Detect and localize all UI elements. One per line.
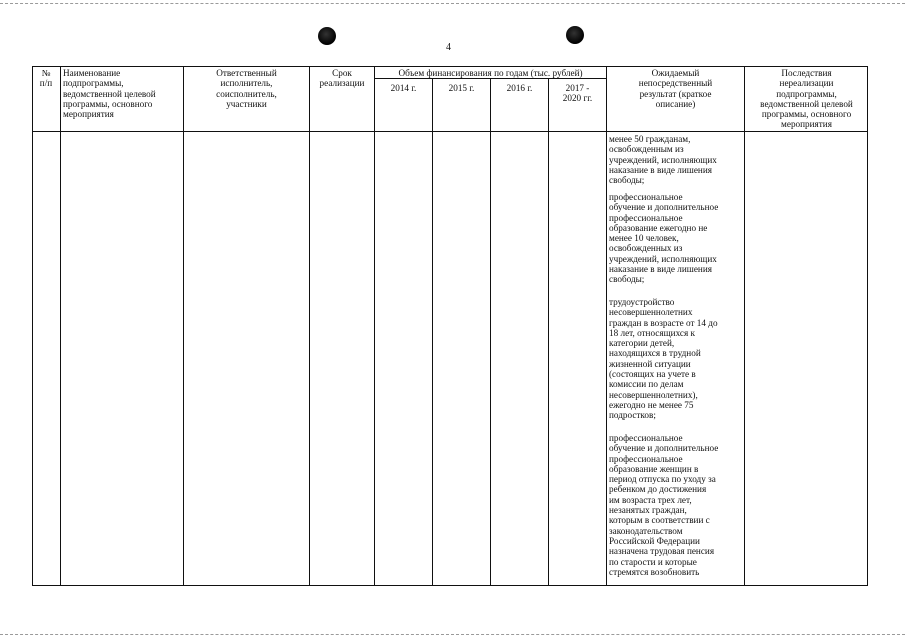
header-num: № п/п [39, 68, 53, 89]
punch-hole-left [318, 27, 336, 45]
header-consequences: Последствия нереализации подпрограммы, ведомственной целевой программы, основного мероприятия [760, 68, 853, 130]
header-year-2014: 2014 г. [390, 83, 417, 93]
header-term: Срок реализации [319, 68, 365, 89]
header-year-2015: 2015 г. [448, 83, 475, 93]
result-item: профессиональное обучение и дополнительное профессиональное образование женщин в период отпуска по уходу за ребенком до достижения им возраста трех лет, незанятых граждан, которым в соответствии с законодательством Российской Федерации назначена трудовая пенсия по старости и которые стремятся возобновить [609, 433, 719, 577]
scan-edge-bottom [0, 634, 905, 635]
header-responsible: Ответственный исполнитель, соисполнитель, участники [216, 68, 277, 109]
header-name: Наименование подпрограммы, ведомственной целевой программы, основного мероприятия [63, 68, 156, 120]
program-table [32, 66, 868, 586]
result-item: профессиональное обучение и дополнительное профессиональное образование ежегодно не менее 10 человек, освобожденных из учреждений, исполняющих наказание в виде лишения свободы; [609, 192, 719, 285]
result-item: трудоустройство несовершеннолетних граждан в возрасте от 14 до 18 лет, относящихся к категории детей, находящихся в трудной жизненной ситуации (состоящих на учете в комиссии по делам несовершеннолетних), ежегодно не менее 75 подростков; [609, 297, 718, 421]
header-year-2016: 2016 г. [506, 83, 533, 93]
header-financing: Объем финансирования по годам (тыс. рублей) [398, 68, 583, 78]
result-item: менее 50 гражданам, освобожденным из учреждений, исполняющих наказание в виде лишения свободы; [609, 134, 717, 186]
header-result: Ожидаемый непосредственный результат (краткое описание) [638, 68, 713, 109]
scan-edge-top [0, 3, 905, 4]
punch-hole-right [566, 26, 584, 44]
page-number: 4 [446, 42, 451, 53]
header-year-2017-2020: 2017 - 2020 гг. [562, 83, 593, 104]
